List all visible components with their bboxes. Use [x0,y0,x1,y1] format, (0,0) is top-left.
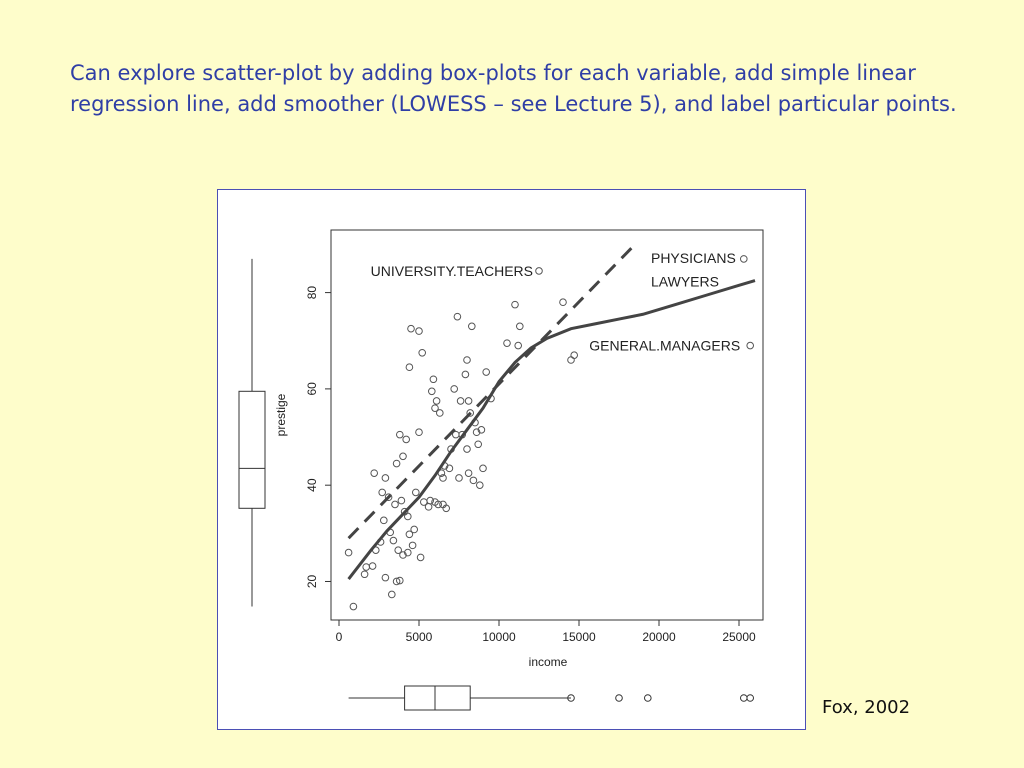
data-point [571,352,578,359]
data-point [480,465,487,472]
data-point [381,517,388,524]
income-outlier [741,695,748,702]
data-point [560,299,567,306]
data-point [397,431,404,438]
data-point [429,388,436,395]
data-point [405,513,412,520]
data-point [465,398,472,405]
y-axis-label: prestige [274,393,288,437]
data-point [403,436,410,443]
x-axis-label: income [528,655,568,669]
data-point [389,591,396,598]
x-tick-label: 10000 [482,630,516,644]
point-label: UNIVERSITY.TEACHERS [370,262,533,279]
point-label: GENERAL.MANAGERS [589,337,741,354]
y-tick-label: 40 [305,478,319,492]
data-point [433,398,440,405]
y-tick-label: 20 [305,574,319,589]
data-point [454,313,461,320]
data-point [465,470,472,477]
data-point [517,323,524,330]
x-tick-label: 25000 [722,630,756,644]
income-outlier [616,695,623,702]
data-point [416,429,423,436]
data-point [400,453,407,460]
prestige-box [239,391,265,508]
data-point [464,357,471,364]
data-point [483,369,490,376]
data-point [413,489,420,496]
data-point [409,542,416,549]
data-point [464,446,471,453]
data-point [419,349,426,356]
data-point [504,340,511,347]
y-axis [305,286,331,589]
data-point [747,342,754,349]
x-tick-label: 20000 [642,630,676,644]
data-point [382,574,389,581]
data-point [406,364,413,371]
data-point [536,268,543,275]
data-point [470,477,477,484]
data-point [411,526,418,533]
data-point [392,501,399,508]
data-point [379,489,386,496]
x-tick-label: 0 [335,630,343,644]
data-point [430,376,437,383]
data-point [475,441,482,448]
data-point [425,504,432,511]
data-point [437,410,444,417]
data-point [417,554,424,561]
data-point [393,460,400,467]
data-point [741,256,748,263]
income-outlier [645,695,652,702]
data-point [350,603,357,610]
data-point [515,342,522,349]
y-tick-label: 80 [305,285,319,300]
data-point [457,398,464,405]
data-point [408,325,415,332]
data-point [462,371,469,378]
income-outlier [747,695,754,702]
data-points [345,256,753,610]
data-point [416,328,423,335]
data-point [512,301,519,308]
data-point [451,386,458,393]
citation: Fox, 2002 [822,697,911,718]
x-tick-label: 5000 [405,630,433,644]
slide-caption: Can explore scatter-plot by adding box-plots for each variable, add simple linear regression line, add smoother (LOWESS – see Lecture 5), and label particular points. [70,61,957,116]
data-point [568,357,575,364]
data-point [371,470,378,477]
data-point [361,571,368,578]
y-tick-label: 60 [305,382,319,396]
data-point [398,497,405,504]
data-point [456,475,463,482]
data-point [469,323,476,330]
scatterplot-chart [218,190,807,731]
data-point [369,563,376,570]
data-point [345,549,352,556]
data-point [382,475,389,482]
x-tick-label: 15000 [562,630,596,644]
point-label: PHYSICIANS [650,249,736,266]
data-point [363,564,370,571]
x-axis [336,620,756,644]
data-point [477,482,484,489]
prestige-boxplot [239,259,265,607]
point-label: LAWYERS [651,273,719,290]
income-boxplot [349,686,754,710]
data-point [390,537,397,544]
income-box [405,686,471,710]
figure-frame [217,189,806,730]
